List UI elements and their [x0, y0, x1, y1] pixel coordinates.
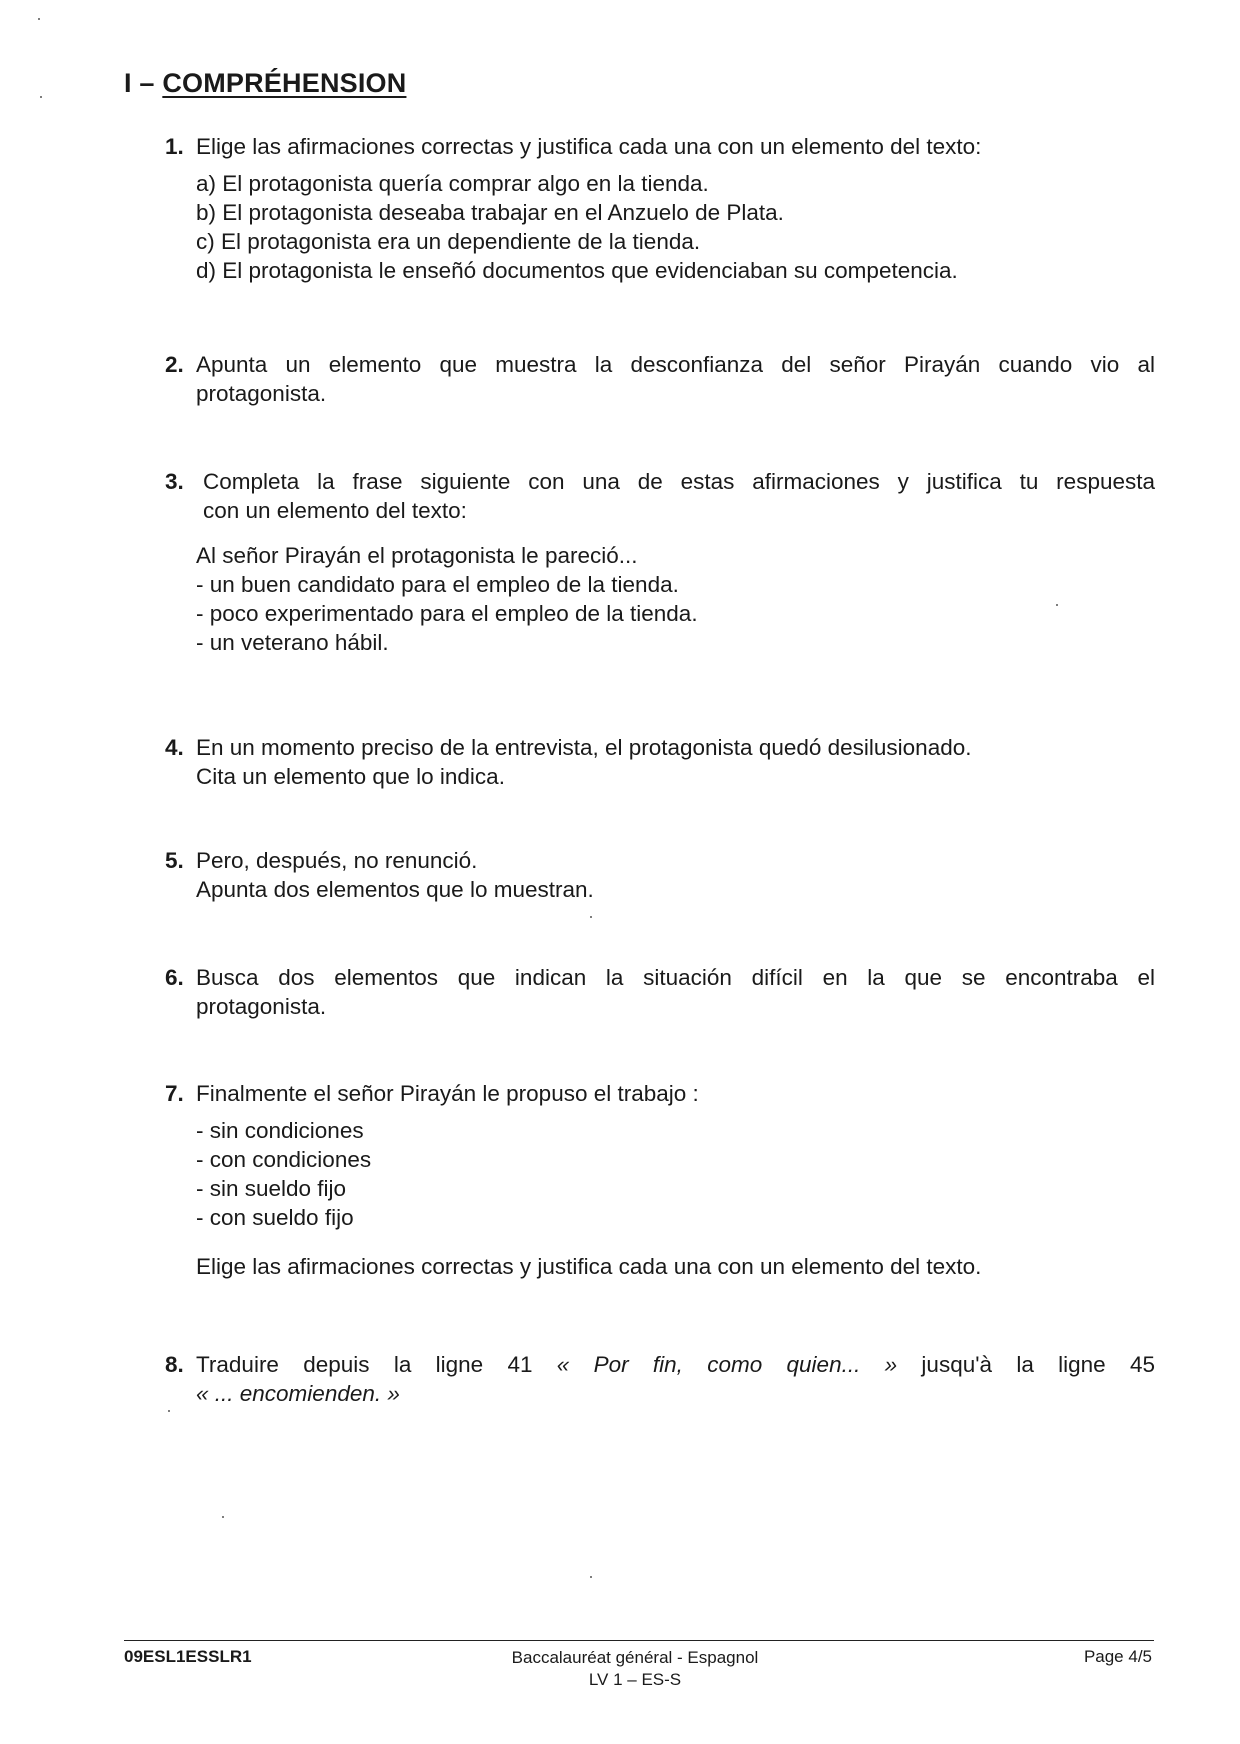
option-item: - con sueldo fijo: [196, 1205, 354, 1230]
question-text-line: protagonista.: [196, 994, 327, 1019]
question-number: 1.: [165, 134, 184, 159]
question-instruction: Elige las afirmaciones correctas y justifica cada una con un elemento del texto.: [196, 1254, 982, 1279]
exam-code: 09ESL1ESSLR1: [124, 1647, 252, 1666]
question-number: 5.: [165, 848, 184, 873]
question-1: [165, 132, 1155, 285]
translate-instruction: Traduire depuis la ligne 41: [196, 1352, 557, 1377]
question-text-line: En un momento preciso de la entrevista, el protagonista quedó desilusionado.: [196, 735, 972, 760]
option-item: b) El protagonista deseaba trabajar en el Anzuelo de Plata.: [196, 200, 784, 225]
translate-instruction-end: jusqu'à la ligne 45: [897, 1352, 1155, 1377]
question-number: 6.: [165, 965, 184, 990]
question-text-line: Cita un elemento que lo indica.: [196, 764, 505, 789]
question-5: [165, 846, 1155, 904]
option-item: - un buen candidato para el empleo de la tienda.: [196, 572, 679, 597]
question-prompt: Finalmente el señor Pirayán le propuso el trabajo :: [196, 1081, 699, 1106]
question-text-line: Completa la frase siguiente con una de estas afirmaciones y justifica tu respuesta: [203, 469, 1155, 494]
option-item: d) El protagonista le enseñó documentos que evidenciaban su competencia.: [196, 258, 958, 283]
question-2: [165, 350, 1155, 408]
question-7: [165, 1079, 1155, 1281]
scan-speck: [1056, 604, 1058, 606]
question-text-line: [196, 1350, 1155, 1379]
question-number: 4.: [165, 735, 184, 760]
question-number: 8.: [165, 1352, 184, 1377]
option-item: - sin sueldo fijo: [196, 1176, 347, 1201]
question-8: [165, 1350, 1155, 1408]
question-prompt: Elige las afirmaciones correctas y justifica cada una con un elemento del texto:: [196, 134, 982, 159]
question-text-line: Pero, después, no renunció.: [196, 848, 478, 873]
option-item: - sin condiciones: [196, 1118, 364, 1143]
question-lead: Al señor Pirayán el protagonista le pareció...: [196, 543, 638, 568]
scan-speck: [590, 1576, 592, 1578]
question-number: 3.: [165, 469, 184, 494]
option-list: [196, 169, 1155, 285]
question-text-line: protagonista.: [196, 381, 327, 406]
question-number: 7.: [165, 1081, 184, 1106]
quote-start: « Por fin, como quien... »: [556, 1352, 898, 1377]
page-number: Page 4/5: [1083, 1647, 1152, 1666]
scan-speck: [590, 916, 592, 918]
scan-speck: [222, 1516, 224, 1518]
exam-title-line: Baccalauréat général - Espagnol: [511, 1648, 759, 1667]
scan-speck: [38, 18, 40, 20]
question-number: 2.: [165, 352, 184, 377]
option-item: a) El protagonista quería comprar algo en la tienda.: [196, 171, 709, 196]
exam-subtitle-line: LV 1 – ES-S: [588, 1670, 682, 1689]
quote-end: « ... encomienden. »: [196, 1381, 400, 1406]
exam-title: [440, 1647, 830, 1691]
question-text-line: con un elemento del texto:: [203, 498, 467, 523]
option-list: [196, 1116, 1155, 1232]
option-item: - poco experimentado para el empleo de la tienda.: [196, 601, 698, 626]
question-text-line: Apunta dos elementos que lo muestran.: [196, 877, 594, 902]
scan-speck: [40, 96, 42, 98]
question-3: [165, 467, 1155, 657]
question-text-line: Apunta un elemento que muestra la desconfianza del señor Pirayán cuando vio al: [196, 352, 1155, 377]
question-text-line: Busca dos elementos que indican la situación difícil en la que se encontraba el: [196, 965, 1155, 990]
scan-speck: [168, 1410, 170, 1412]
question-6: [165, 963, 1155, 1021]
question-4: [165, 733, 1155, 791]
footer-divider: [124, 1640, 1154, 1641]
section-title: [124, 68, 406, 99]
section-title-text: COMPRÉHENSION: [162, 68, 407, 98]
option-item: - un veterano hábil.: [196, 630, 389, 655]
option-item: - con condiciones: [196, 1147, 372, 1172]
section-prefix: I –: [124, 68, 163, 98]
option-item: c) El protagonista era un dependiente de la tienda.: [196, 229, 701, 254]
